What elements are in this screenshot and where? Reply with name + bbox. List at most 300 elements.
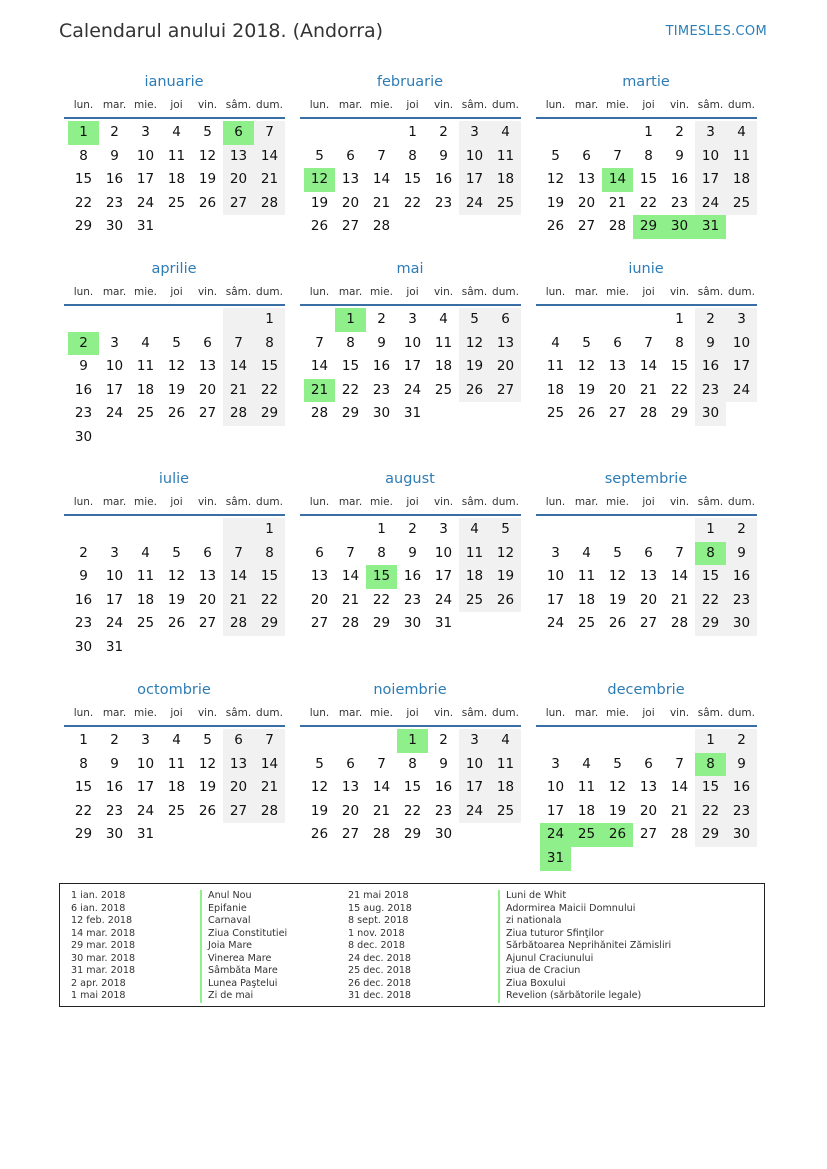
day-cell: 11 [490,753,521,777]
day-cell: 25 [490,192,521,216]
day-cell: 22 [341,381,360,398]
days-grid [68,121,284,239]
day-cell: 18 [167,171,186,188]
day-cell: 5 [315,147,324,164]
weekday-label: lun. [545,99,566,111]
day-cell: 28 [670,826,689,843]
day-cell: 15 [670,358,689,375]
legend-date: 1 nov. 2018 [348,927,405,939]
day-cell: 18 [490,776,521,800]
header-divider [300,514,521,516]
day-cell: 11 [434,334,453,351]
day-cell: 29 [254,402,285,426]
legend-date: 15 aug. 2018 [348,902,412,914]
month-iulie [64,469,284,660]
month-august [300,469,520,636]
weekday-label: lun. [545,286,566,298]
empty-cell [304,518,335,542]
day-cell: 28 [254,192,285,216]
day-cell: 7 [223,542,254,566]
empty-cell [99,518,130,542]
day-cell: 2 [439,124,448,140]
weekday-label: sâm. [697,286,724,298]
day-cell: 29 [74,826,93,843]
day-cell: 9 [408,544,417,561]
day-cell: 6 [582,147,591,164]
day-cell: 21 [639,381,658,398]
day-cell: 6 [490,308,521,332]
day-cell: 22 [403,802,422,819]
day-cell: 10 [136,755,155,772]
day-cell: 15 [254,355,285,379]
day-cell: 3 [110,334,119,351]
legend-holiday-name: Ziua tuturor Sfinţilor [498,928,671,941]
day-cell: 24 [459,192,490,216]
legend-date: 14 mar. 2018 [71,927,136,939]
day-cell: 18 [459,565,490,589]
day-cell: 27 [639,615,658,632]
day-cell: 26 [608,615,627,632]
weekday-label: dum. [492,286,519,298]
empty-cell [366,121,397,145]
day-cell: 15 [403,779,422,796]
legend-date: 31 dec. 2018 [348,990,412,1001]
weekday-label: mar. [574,286,599,298]
empty-cell [571,121,602,145]
day-cell: 9 [110,147,119,164]
legend-holiday-name: Anul Nou [200,890,287,903]
day-cell: 8 [408,147,417,164]
day-cell: 13 [198,568,217,585]
day-cell: 31 [136,218,155,235]
month-mai [300,259,520,426]
day-cell: 26 [459,379,490,403]
header-divider [536,514,757,516]
holiday-day-cell: 8 [695,753,726,777]
day-cell: 20 [608,381,627,398]
weekday-label: sâm. [461,496,488,508]
weekday-label: lun. [309,99,330,111]
day-cell: 3 [141,732,150,748]
legend-holiday-name: Ziua Boxului [498,978,671,991]
day-cell: 11 [136,358,155,375]
weekday-header [68,705,284,721]
day-cell: 5 [551,147,560,164]
empty-cell [304,121,335,145]
day-cell: 4 [582,755,591,772]
holiday-day-cell: 1 [397,729,428,753]
day-cell: 16 [695,355,726,379]
month-decembrie [536,680,756,871]
day-cell: 28 [639,405,658,422]
day-cell: 3 [551,755,560,772]
day-cell: 4 [551,334,560,351]
day-cell: 10 [459,753,490,777]
day-cell: 10 [105,358,124,375]
day-cell: 16 [105,779,124,796]
weekday-header [304,494,520,510]
empty-cell [192,308,223,332]
month-septembrie [536,469,756,636]
day-cell: 18 [434,358,453,375]
day-cell: 2 [439,732,448,748]
day-cell: 7 [613,147,622,164]
day-cell: 17 [459,776,490,800]
day-cell: 2 [695,308,726,332]
day-cell: 21 [608,194,627,211]
weekday-label: vin. [669,496,690,508]
day-cell: 25 [434,381,453,398]
day-cell: 24 [434,591,453,608]
month-name: aprilie [151,261,197,277]
legend-holiday-name: Sărbătoarea Neprihănitei Zămisliri [498,940,671,953]
holiday-day-cell: 15 [366,565,397,589]
legend-date: 29 mar. 2018 [71,940,136,951]
weekday-label: sâm. [697,707,724,719]
weekday-label: sâm. [225,286,252,298]
day-cell: 1 [695,729,726,753]
day-cell: 21 [254,168,285,192]
empty-cell [335,729,366,753]
day-cell: 25 [167,802,186,819]
brand-link[interactable]: TIMESLES.COM [665,24,767,39]
day-cell: 7 [377,147,386,164]
day-cell: 10 [459,145,490,169]
day-cell: 26 [490,589,521,613]
header-divider [64,725,285,727]
day-cell: 8 [377,544,386,561]
day-cell: 18 [577,802,596,819]
days-grid [68,518,284,660]
day-cell: 16 [74,381,93,398]
holiday-day-cell: 24 [540,823,571,847]
holiday-day-cell: 29 [633,215,664,239]
day-cell: 5 [203,732,212,748]
day-cell: 13 [608,358,627,375]
day-cell: 22 [695,589,726,613]
day-cell: 28 [254,800,285,824]
legend-holiday-name: Ajunul Craciunului [498,953,671,966]
weekday-label: mie. [606,707,629,719]
day-cell: 27 [639,826,658,843]
day-cell: 19 [310,802,329,819]
weekday-label: mie. [134,707,157,719]
header-divider [300,725,521,727]
month-name: noiembrie [373,682,447,698]
weekday-header [540,97,756,113]
day-cell: 29 [74,218,93,235]
empty-cell [540,308,571,332]
day-cell: 17 [726,355,757,379]
days-grid [304,308,520,426]
days-grid [68,308,284,450]
legend-holiday-name: Lunea Paştelui [200,978,287,991]
empty-cell [571,518,602,542]
weekday-label: joi [642,286,655,298]
legend-holiday-name: Carnaval [200,915,287,928]
day-cell: 29 [695,612,726,636]
day-cell: 24 [459,800,490,824]
day-cell: 5 [582,334,591,351]
day-cell: 16 [726,565,757,589]
day-cell: 14 [254,753,285,777]
day-cell: 13 [577,171,596,188]
day-cell: 17 [136,779,155,796]
weekday-label: lun. [309,286,330,298]
day-cell: 16 [434,779,453,796]
day-cell: 1 [695,518,726,542]
weekday-header [304,284,520,300]
day-cell: 26 [310,218,329,235]
empty-cell [223,308,254,332]
day-cell: 11 [546,358,565,375]
day-cell: 12 [198,147,217,164]
weekday-label: mar. [574,496,599,508]
day-cell: 28 [608,218,627,235]
holiday-day-cell: 12 [304,168,335,192]
day-cell: 13 [490,332,521,356]
day-cell: 21 [223,379,254,403]
day-cell: 2 [675,124,684,140]
day-cell: 30 [372,405,391,422]
day-cell: 11 [167,147,186,164]
weekday-label: mar. [102,286,127,298]
weekday-label: mar. [574,99,599,111]
holiday-day-cell: 30 [664,215,695,239]
day-cell: 3 [726,308,757,332]
empty-cell [366,729,397,753]
day-cell: 23 [105,194,124,211]
day-cell: 17 [434,568,453,585]
day-cell: 30 [434,826,453,843]
month-name: ianuarie [144,74,204,90]
day-cell: 19 [577,381,596,398]
weekday-label: mie. [370,99,393,111]
day-cell: 12 [577,358,596,375]
legend-date: 26 dec. 2018 [348,977,412,989]
day-cell: 5 [203,124,212,140]
day-cell: 30 [74,638,93,655]
day-cell: 12 [310,779,329,796]
day-cell: 9 [79,358,88,375]
day-cell: 13 [341,171,360,188]
legend-holiday-name: Revelion (sărbătorile legale) [498,990,671,1003]
day-cell: 24 [546,615,565,632]
day-cell: 25 [577,615,596,632]
day-cell: 13 [639,568,658,585]
legend-date: 1 ian. 2018 [71,890,126,901]
day-cell: 31 [403,405,422,422]
day-cell: 14 [223,565,254,589]
day-cell: 6 [644,755,653,772]
month-octombrie [64,680,284,847]
days-grid [540,121,756,239]
weekday-label: dum. [256,99,283,111]
holiday-day-cell: 8 [695,542,726,566]
day-cell: 26 [198,802,217,819]
day-cell: 26 [546,218,565,235]
day-cell: 19 [459,355,490,379]
holiday-day-cell: 31 [695,215,726,239]
day-cell: 23 [670,194,689,211]
day-cell: 25 [546,405,565,422]
weekday-label: joi [170,496,183,508]
day-cell: 23 [434,194,453,211]
day-cell: 29 [695,823,726,847]
empty-cell [68,518,99,542]
day-cell: 8 [408,755,417,772]
day-cell: 7 [223,332,254,356]
day-cell: 4 [141,334,150,351]
day-cell: 25 [490,800,521,824]
header-divider [536,117,757,119]
empty-cell [130,518,161,542]
day-cell: 16 [434,171,453,188]
day-cell: 1 [377,521,386,537]
empty-cell [633,729,664,753]
empty-cell [602,729,633,753]
day-cell: 13 [223,753,254,777]
day-cell: 11 [577,779,596,796]
weekday-label: lun. [309,707,330,719]
day-cell: 15 [341,358,360,375]
day-cell: 3 [141,124,150,140]
day-cell: 28 [372,826,391,843]
day-cell: 22 [74,802,93,819]
legend-holiday-name: ziua de Craciun [498,965,671,978]
page-title: Calendarul anului 2018. (Andorra) [59,20,384,42]
weekday-label: vin. [197,707,218,719]
weekday-label: dum. [728,286,755,298]
day-cell: 29 [372,615,391,632]
day-cell: 17 [105,381,124,398]
month-aprilie [64,259,284,450]
day-cell: 3 [408,311,417,327]
day-cell: 23 [434,802,453,819]
weekday-label: lun. [73,707,94,719]
legend-holiday-name: Vinerea Mare [200,953,287,966]
day-cell: 27 [341,826,360,843]
day-cell: 15 [695,565,726,589]
weekday-label: joi [170,707,183,719]
weekday-label: dum. [492,707,519,719]
day-cell: 27 [223,192,254,216]
weekday-label: dum. [492,99,519,111]
legend-date: 1 mai 2018 [71,990,126,1001]
holiday-day-cell: 25 [571,823,602,847]
day-cell: 22 [254,379,285,403]
weekday-label: mar. [102,496,127,508]
weekday-label: joi [170,286,183,298]
day-cell: 19 [608,591,627,608]
day-cell: 3 [110,544,119,561]
day-cell: 14 [372,779,391,796]
holiday-legend [59,883,765,1007]
day-cell: 23 [372,381,391,398]
legend-holiday-name: Ziua Constitutiei [200,928,287,941]
day-cell: 17 [546,591,565,608]
day-cell: 19 [198,779,217,796]
day-cell: 23 [695,379,726,403]
weekday-label: vin. [433,99,454,111]
month-name: mai [396,261,424,277]
day-cell: 27 [341,218,360,235]
legend-date: 8 dec. 2018 [348,940,405,951]
day-cell: 19 [167,591,186,608]
month-name: iunie [628,261,664,277]
weekday-header [540,494,756,510]
day-cell: 9 [79,568,88,585]
day-cell: 8 [346,334,355,351]
day-cell: 27 [490,379,521,403]
day-cell: 7 [254,121,285,145]
day-cell: 24 [695,192,726,216]
day-cell: 20 [341,194,360,211]
day-cell: 16 [372,358,391,375]
day-cell: 27 [577,218,596,235]
day-cell: 12 [608,779,627,796]
legend-names-column-1 [200,890,287,1003]
day-cell: 28 [310,405,329,422]
holiday-day-cell: 14 [602,168,633,192]
day-cell: 7 [675,544,684,561]
day-cell: 18 [726,168,757,192]
day-cell: 28 [223,612,254,636]
weekday-label: joi [170,99,183,111]
day-cell: 24 [105,615,124,632]
day-cell: 6 [613,334,622,351]
weekday-label: lun. [545,707,566,719]
day-cell: 12 [490,542,521,566]
weekday-label: sâm. [697,496,724,508]
day-cell: 6 [346,755,355,772]
header-divider [64,117,285,119]
day-cell: 26 [310,826,329,843]
day-cell: 14 [254,145,285,169]
day-cell: 9 [675,147,684,164]
weekday-label: sâm. [461,99,488,111]
day-cell: 30 [726,612,757,636]
empty-cell [192,518,223,542]
weekday-label: joi [406,496,419,508]
day-cell: 9 [726,753,757,777]
day-cell: 17 [459,168,490,192]
day-cell: 21 [254,776,285,800]
legend-date: 25 dec. 2018 [348,965,412,976]
day-cell: 4 [141,544,150,561]
day-cell: 4 [490,729,521,753]
month-name: februarie [376,74,444,90]
day-cell: 9 [377,334,386,351]
day-cell: 16 [105,171,124,188]
weekday-label: vin. [669,286,690,298]
day-cell: 11 [167,755,186,772]
weekday-label: vin. [669,99,690,111]
days-grid [304,729,520,847]
empty-cell [664,518,695,542]
day-cell: 10 [546,568,565,585]
day-cell: 28 [223,402,254,426]
empty-cell [571,308,602,332]
day-cell: 15 [74,779,93,796]
empty-cell [633,518,664,542]
day-cell: 13 [223,145,254,169]
weekday-label: dum. [728,707,755,719]
weekday-header [68,97,284,113]
legend-dates-column-2 [348,890,412,1003]
day-cell: 5 [613,544,622,561]
day-cell: 20 [223,776,254,800]
